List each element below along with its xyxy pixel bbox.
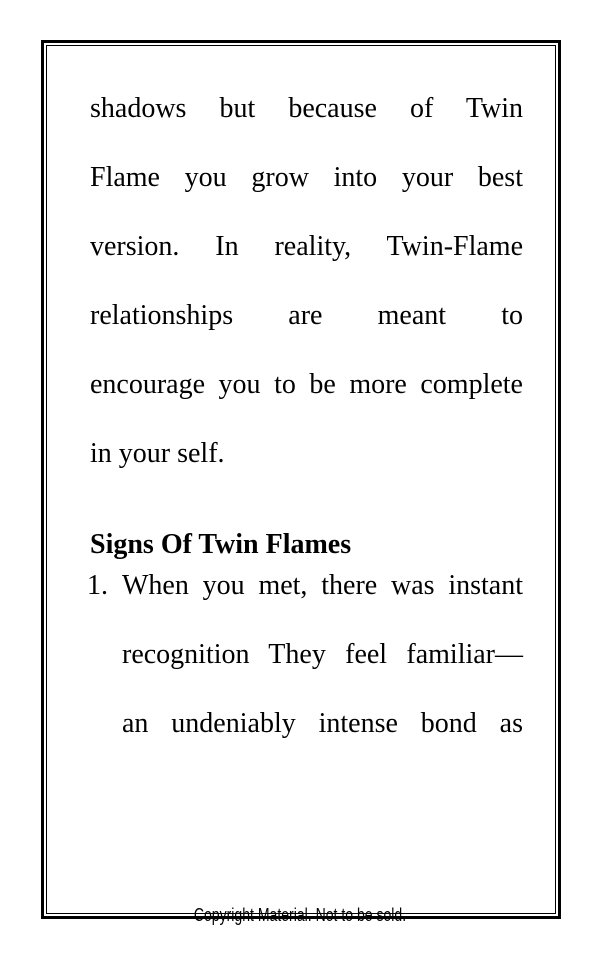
body-paragraph: [90, 74, 523, 488]
list-item-number: 1.: [87, 570, 108, 601]
copyright-watermark: Copyright Material. Not to be sold.: [193, 905, 407, 925]
list-item-text: [122, 551, 523, 758]
paragraph-line: version. In reality, Twin-Flame: [90, 231, 523, 262]
page-frame-inner-rule: [46, 45, 556, 914]
numbered-list-item: [87, 551, 523, 758]
section-heading: Signs Of Twin Flames: [90, 529, 352, 560]
list-line: When you met, there was instant: [122, 570, 523, 601]
paragraph-line: shadows but because of Twin: [90, 93, 523, 124]
list-line: an undeniably intense bond as: [122, 708, 523, 739]
paragraph-line: relationships are meant to: [90, 300, 523, 331]
page-frame: [41, 40, 561, 919]
paragraph-line: encourage you to be more complete: [90, 369, 523, 400]
paragraph-line: in your self.: [90, 438, 225, 469]
list-line: recognition They feel familiar—: [122, 639, 523, 670]
paragraph-line: Flame you grow into your best: [90, 162, 523, 193]
